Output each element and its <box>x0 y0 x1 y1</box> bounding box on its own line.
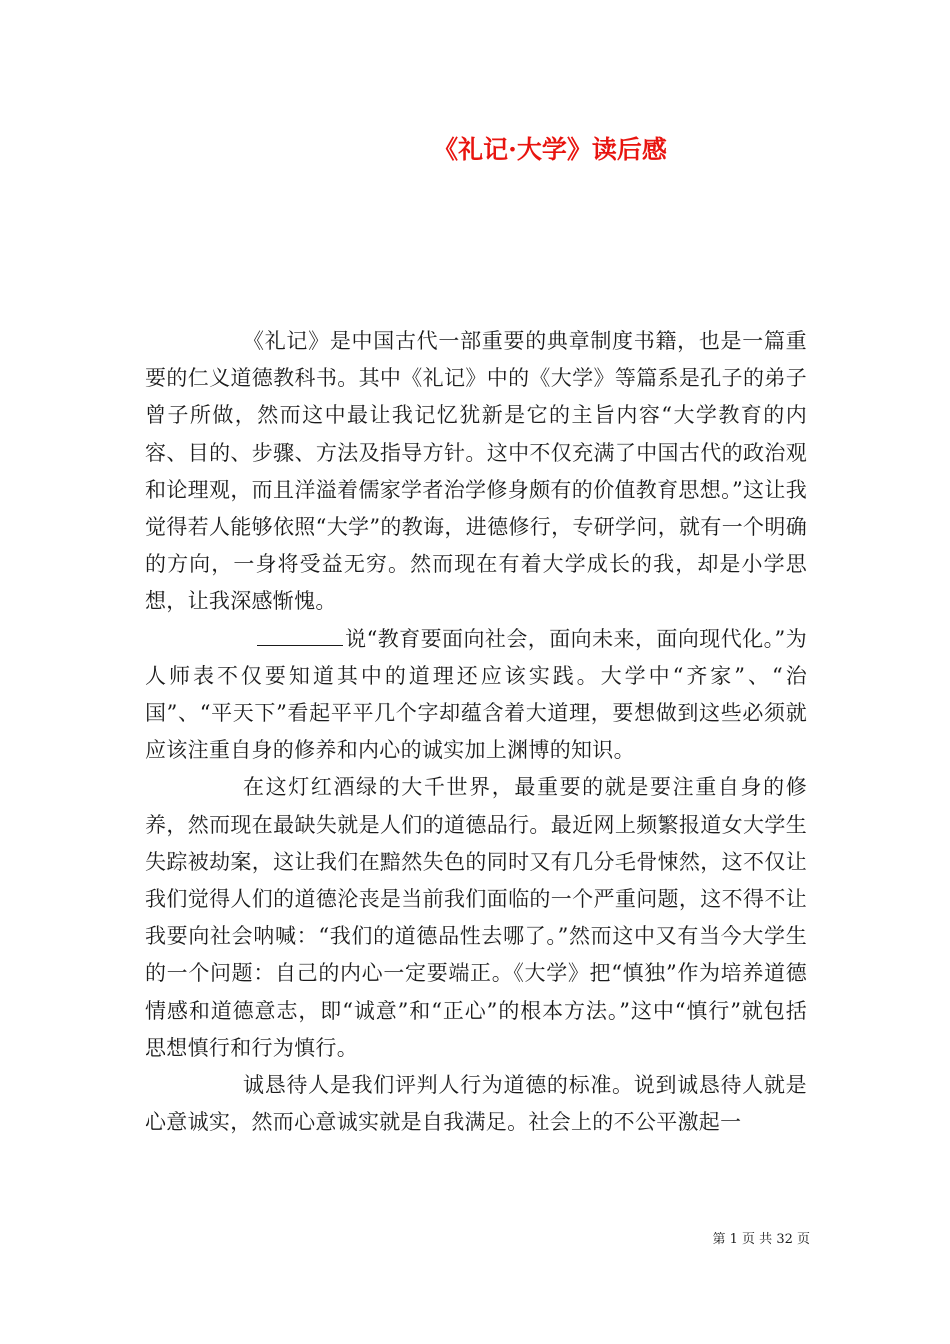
paragraph-1: 《礼记》是中国古代一部重要的典章制度书籍，也是一篇重要的仁义道德教科书。其中《礼记》中的《大学》等篇系是孔子的弟子曾子所做，然而这中最让我记忆犹新是它的主旨内容“大学教育的内容、目的、步骤、方法及指导方针。这中不仅充满了中国古代的政治观和论理观，而且洋溢着儒家学者治学修身颇有的价值教育思想。”这让我觉得若人能够依照“大学”的教诲，进德修行，专研学问，就有一个明确的方向，一身将受益无穷。然而现在有着大学成长的我，却是小学思想，让我深感惭愧。 <box>145 329 807 614</box>
paragraph-2-text: 说“教育要面向社会，面向未来，面向现代化。”为人师表不仅要知道其中的道理还应该实践。大学中“齐家”、“治国”、“平天下”看起平平几个字却蕴含着大道理，要想做到这些必须就应该注重自身的修养和内心的诚实加上渊博的知识。 <box>145 626 807 763</box>
paragraph-4: 诚恳待人是我们评判人行为道德的标准。说到诚恳待人就是心意诚实，然而心意诚实就是自我满足。社会上的不公平激起一 <box>145 1073 807 1135</box>
document-body <box>145 323 807 1141</box>
document-title: 《礼记·大学》读后感 <box>433 135 667 164</box>
paragraph-3: 在这灯红酒绿的大千世界，最重要的就是要注重自身的修养，然而现在最缺失就是人们的道德品行。最近网上频繁报道女大学生失踪被劫案，这让我们在黯然失色的同时又有几分毛骨悚然，这不仅让我们觉得人们的道德沦丧是当前我们面临的一个严重问题，这不得不让我要向社会呐喊：“我们的道德品性去哪了。”然而这中又有当今大学生的一个问题：自己的内心一定要端正。《大学》把“慎独”作为培养道德情感和道德意志，即“诚意”和“正心”的根本方法。”这中“慎行”就包括思想慎行和行为慎行。 <box>145 775 807 1060</box>
paragraph-2 <box>145 621 807 770</box>
page-number-footer: 第 1 页 共 32 页 <box>712 1232 810 1247</box>
fill-in-blank <box>257 625 343 646</box>
